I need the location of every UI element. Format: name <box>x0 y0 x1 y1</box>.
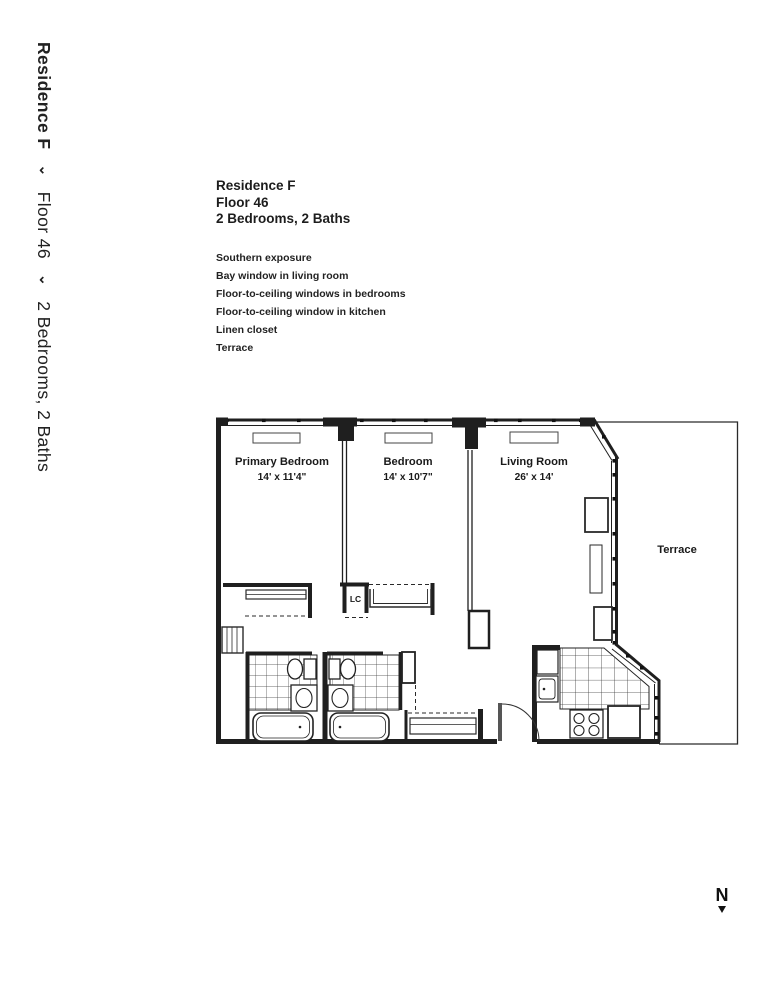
toilet-1-bowl <box>288 659 303 679</box>
vertical-config-label: 2 Bedrooms, 2 Baths <box>34 301 54 473</box>
floor-title: Floor 46 <box>216 194 269 210</box>
bedroom-label: Bedroom <box>383 456 433 468</box>
feature-item: Floor-to-ceiling window in kitchen <box>216 305 386 318</box>
chevron-separator-icon: ⌄ <box>37 274 53 287</box>
feature-item: Linen closet <box>216 323 278 336</box>
bedroom-dims: 14' x 10'7" <box>383 472 433 483</box>
bathtub-2 <box>330 713 389 741</box>
linen-closet-label: LC <box>349 594 362 604</box>
kitchen-cabinet <box>537 650 558 674</box>
window-convectors <box>253 432 558 443</box>
bathtub-1 <box>253 713 313 741</box>
feature-item: Floor-to-ceiling windows in bedrooms <box>216 287 406 300</box>
utility-shaft <box>222 627 243 653</box>
shower-shaft <box>402 652 415 683</box>
bathroom-1 <box>249 655 317 741</box>
room-labels <box>235 456 697 604</box>
toilet-2-bowl <box>341 659 356 679</box>
floor-plan <box>212 412 747 760</box>
kitchen-sink <box>536 676 558 702</box>
toilet-1-tank <box>304 659 316 679</box>
toilet-2-tank <box>329 659 340 679</box>
vertical-residence-label: Residence F <box>34 42 54 150</box>
vertical-floor-label: Floor 46 <box>34 191 54 260</box>
terrace-label: Terrace <box>657 544 697 556</box>
feature-list <box>216 249 406 357</box>
primary-bedroom-label: Primary Bedroom <box>235 456 329 468</box>
feature-item: Southern exposure <box>216 251 312 264</box>
feature-item: Bay window in living room <box>216 269 349 282</box>
floor-plan-svg <box>212 412 747 760</box>
kitchen-counter-tiles <box>560 648 649 709</box>
living-room-cabinets <box>585 498 612 640</box>
kitchen-fridge <box>608 706 640 738</box>
living-room-label: Living Room <box>500 456 568 468</box>
compass-arrow-icon <box>718 906 726 913</box>
kitchen-stove <box>570 710 603 738</box>
compass-north-label: N <box>715 885 729 905</box>
unit-header <box>216 178 406 357</box>
feature-item: Terrace <box>216 341 254 354</box>
config-title: 2 Bedrooms, 2 Baths <box>216 211 351 226</box>
living-room-dims: 26' x 14' <box>514 472 554 483</box>
primary-bedroom-dims: 14' x 11'4" <box>257 472 307 483</box>
chevron-separator-icon: ⌄ <box>37 164 53 177</box>
residence-title: Residence F <box>216 178 296 193</box>
kitchen <box>536 648 649 738</box>
compass <box>706 886 738 913</box>
vertical-title <box>33 42 54 472</box>
bathroom-2-sink <box>332 689 348 708</box>
bathroom-1-sink <box>296 689 312 708</box>
